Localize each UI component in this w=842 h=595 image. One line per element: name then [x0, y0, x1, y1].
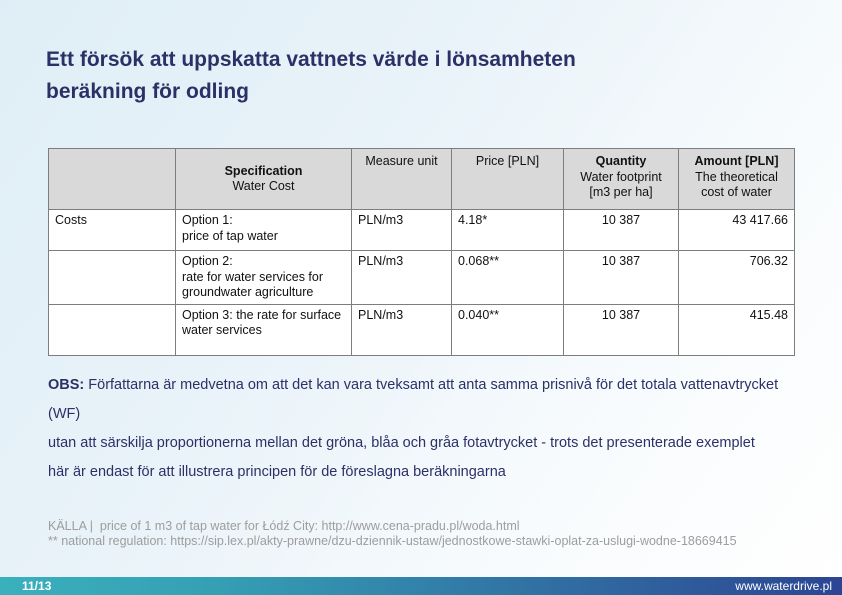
obs-line-3: här är endast för att illustrera principen för de föreslagna beräkningarna [48, 464, 506, 480]
unit-cell: PLN/m3 [352, 210, 452, 251]
obs-note [48, 371, 808, 487]
header-quantity-sub1: Water footprint [580, 169, 662, 184]
category-cell: Costs [49, 210, 176, 251]
page-title [46, 44, 576, 108]
table-row [49, 304, 795, 355]
header-amount-sub1: The theoretical [695, 169, 778, 184]
category-cell [49, 251, 176, 305]
header-specification-subtitle: Water Cost [232, 179, 295, 193]
source-line-1: KÄLLA | price of 1 m3 of tap water for Łódź City: http://www.cena-pradu.pl/woda.html [48, 519, 520, 533]
unit-cell: PLN/m3 [352, 304, 452, 355]
header-cell-empty [49, 149, 176, 210]
page-title-line-2: beräkning för odling [46, 80, 249, 103]
quantity-cell: 10 387 [564, 210, 679, 251]
price-cell: 0.040** [452, 304, 564, 355]
quantity-cell: 10 387 [564, 251, 679, 305]
spec-cell [176, 251, 352, 305]
table-header [49, 149, 795, 210]
header-amount-sub2: cost of water [701, 185, 772, 199]
obs-label: OBS: [48, 377, 85, 393]
obs-line-2: utan att särskilja proportionerna mellan det gröna, blåa och gråa fotavtrycket - trots det presenterade exemplet [48, 435, 755, 451]
quantity-cell: 10 387 [564, 304, 679, 355]
footer-bar [0, 577, 842, 595]
category-cell [49, 304, 176, 355]
spec-line: Option 1: [182, 213, 233, 227]
price-cell: 4.18* [452, 210, 564, 251]
price-cell: 0.068** [452, 251, 564, 305]
header-amount-title: Amount [PLN] [694, 154, 779, 168]
header-cell-specification [176, 149, 352, 210]
obs-line-1-text: Författarna är medvetna om att det kan vara tveksamt att anta samma prisnivå för det totala vattenavtrycket (WF) [48, 377, 783, 422]
table-row [49, 210, 795, 251]
spec-cell [176, 304, 352, 355]
header-specification-title: Specification [224, 163, 303, 178]
spec-line: Option 3: the rate for surface [182, 307, 342, 322]
header-cell-quantity [564, 149, 679, 210]
unit-cell: PLN/m3 [352, 251, 452, 305]
spec-cell [176, 210, 352, 251]
spec-line: groundwater agriculture [182, 285, 314, 299]
obs-line-1 [48, 371, 808, 429]
header-quantity-sub2: [m3 per ha] [589, 185, 653, 199]
website-text: www.waterdrive.pl [735, 579, 832, 593]
source-line-2: ** national regulation: https://sip.lex.pl/akty-prawne/dzu-dziennik-ustaw/jednostkowe-stawki-oplat-za-uslugi-wodne-18669415 [48, 534, 737, 548]
spec-line: rate for water services for [182, 269, 324, 284]
amount-cell: 706.32 [679, 251, 795, 305]
header-cell-price: Price [PLN] [452, 149, 564, 210]
table-row [49, 251, 795, 305]
spec-line: price of tap water [182, 228, 278, 243]
spec-line: Option 2: [182, 254, 233, 268]
spec-line: water services [182, 323, 262, 337]
header-quantity-title: Quantity [595, 154, 647, 168]
page-indicator: 11/13 [22, 579, 52, 593]
amount-cell: 415.48 [679, 304, 795, 355]
amount-cell: 43 417.66 [679, 210, 795, 251]
page-title-line-1: Ett försök att uppskatta vattnets värde i lönsamheten [46, 48, 576, 71]
header-cell-amount [679, 149, 795, 210]
water-cost-table [48, 148, 795, 356]
header-cell-measure-unit: Measure unit [352, 149, 452, 210]
source-note [48, 519, 828, 549]
